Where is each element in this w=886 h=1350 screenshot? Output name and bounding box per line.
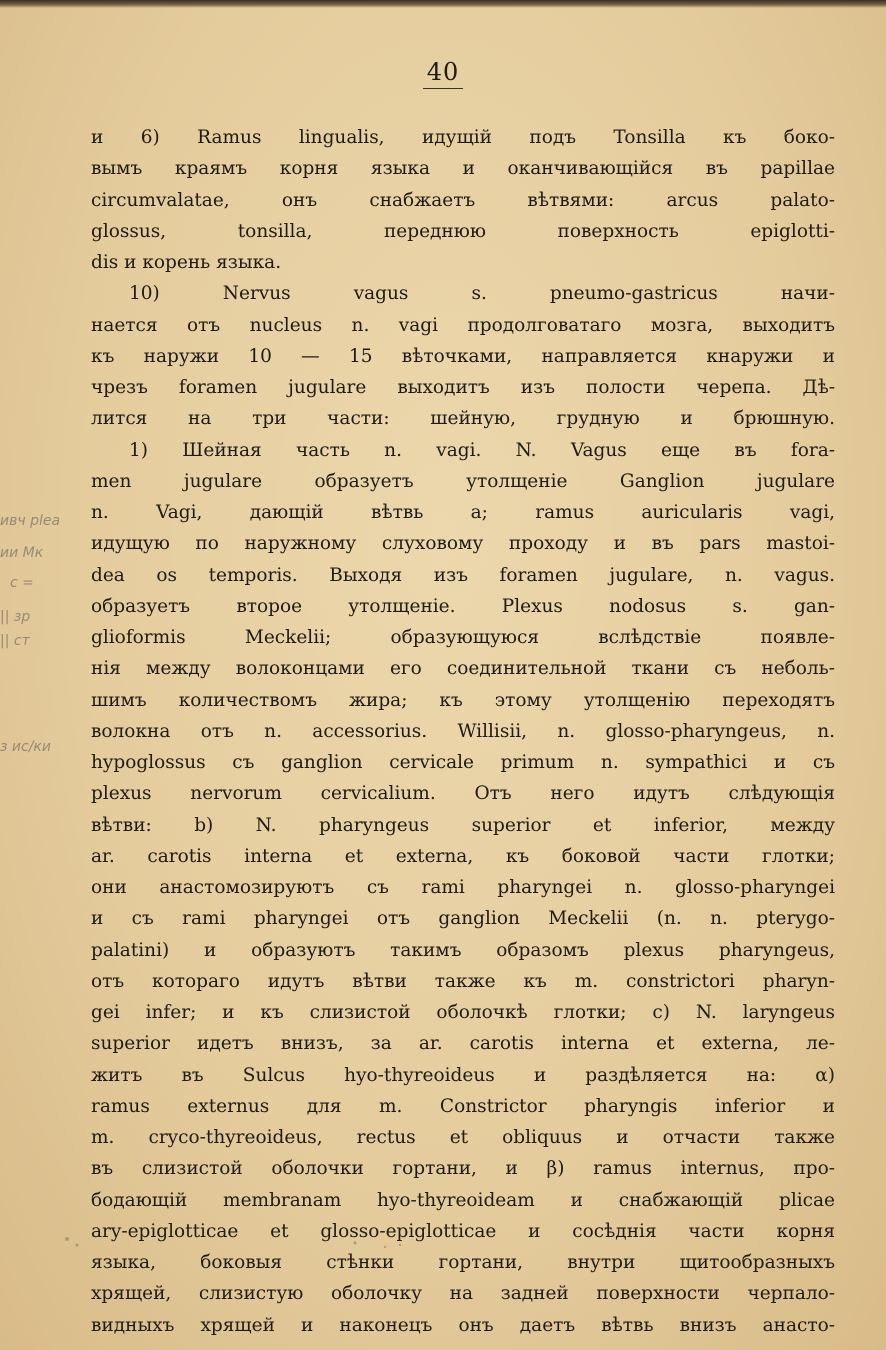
text-line: ary-epiglotticae et glosso-epiglotticae и сосѣднія части корня [91, 1220, 835, 1242]
text-line: къ наружи 10 — 15 вѣточками, направляется кнаружи и [91, 345, 835, 367]
page-number: 40 [0, 58, 886, 89]
text-line: dis и корень языка. [91, 252, 282, 273]
text-line: нается отъ nucleus n. vagi продолговатаго мозга, выходитъ [91, 314, 835, 336]
text-line: m. cryco-thyreoideus, rectus et obliquus и отчасти также [91, 1127, 835, 1148]
text-line: plexus nervorum cervicalium. Отъ него идутъ слѣдующія [91, 783, 835, 805]
text-line: волокна отъ n. accessorius. Willisii, n. glosso-pharyngeus, n. [91, 720, 835, 742]
text-line: нія между волоконцами его соединительной ткани съ неболь- [91, 658, 835, 680]
text-line: ramus externus для m. Constrictor pharyngis inferior и [91, 1095, 835, 1117]
text-line: n. Vagi, дающій вѣтвь а; ramus auricularis vagi, [91, 502, 835, 523]
text-line: superior идетъ внизъ, за ar. carotis interna et externa, ле- [91, 1033, 835, 1055]
text-line: хрящей, слизистую оболочку на задней поверхности черпало- [91, 1283, 835, 1305]
text-line: men jugulare образуетъ утолщеніе Ganglion jugulare [91, 470, 835, 492]
text-line: шимъ количествомъ жира; къ этому утолщенію переходятъ [91, 689, 835, 711]
margin-note: з ис/ки [0, 739, 51, 755]
text-line: 1) Шейная часть n. vagi. N. Vagus еще въ fora- [129, 439, 835, 461]
text-line: житъ въ Sulcus hyo-thyreoideus и раздѣляется на: α) [91, 1064, 835, 1086]
text-line: вымъ краямъ корня языка и оканчивающійся въ papillae [91, 158, 835, 180]
text-line: 10) Nervus vagus s. pneumo-gastricus начи- [129, 283, 835, 305]
body-text [91, 122, 835, 1341]
text-line: glossus, tonsilla, переднюю поверхность epiglotti- [91, 220, 835, 242]
text-line: видныхъ хрящей и наконецъ онъ даетъ вѣтвь внизъ анасто- [91, 1314, 835, 1336]
margin-note: с = [10, 575, 34, 591]
text-line: hypoglossus съ ganglion cervicale primum n. sympathici и съ [91, 752, 835, 773]
text-line: palatini) и образуютъ такимъ образомъ plexus pharyngeus, [91, 939, 835, 961]
text-line: въ слизистой оболочки гортани, и β) ramus internus, про- [91, 1158, 835, 1180]
text-line: dea os temporis. Выходя изъ foramen jugulare, n. vagus. [91, 564, 835, 586]
page-top-edge [0, 0, 886, 8]
text-line: лится на три части: шейную, грудную и брюшную. [91, 408, 835, 430]
text-line: gei infer; и къ слизистой оболочкѣ глотки; с) N. laryngeus [91, 1002, 835, 1023]
text-line: отъ котораго идутъ вѣтви также къ m. constrictori pharyn- [91, 970, 835, 992]
text-line: glioformis Meckelii; образующуюся вслѣдствіе появле- [91, 627, 835, 648]
text-line: чрезъ foramen jugulare выходитъ изъ полости черепа. Дѣ- [91, 377, 835, 398]
text-line: они анастомозируютъ съ rami pharyngei n. glosso-pharyngei [91, 877, 835, 898]
text-line: и съ rami pharyngei отъ ganglion Meckelii (n. n. pterygo- [91, 908, 835, 930]
text-line: идущую по наружному слуховому проходу и въ pars mastoi- [91, 533, 835, 555]
text-line: языка, боковыя стѣнки гортани, внутри щитообразныхъ [91, 1252, 835, 1273]
text-line: бодающій membranam hyo-thyreoideam и снабжающій plicae [91, 1189, 835, 1211]
text-line: и 6) Ramus lingualis, идущій подъ Tonsilla къ боко- [91, 127, 835, 148]
margin-note: || зр [0, 609, 31, 625]
margin-note: ивч plea [0, 513, 61, 529]
margin-note: || ст [0, 633, 30, 649]
text-line: circumvalatae, онъ снабжаетъ вѣтвями: arcus palato- [91, 189, 835, 211]
text-line: образуетъ второе утолщеніе. Plexus nodosus s. gan- [91, 595, 835, 617]
bleed-through-smudge [55, 1225, 575, 1285]
margin-note: ии Мк [0, 545, 44, 561]
text-line: ar. carotis interna et externa, къ боковой части глотки; [91, 845, 835, 867]
text-line: вѣтви: b) N. pharyngeus superior et inferior, между [91, 814, 835, 836]
